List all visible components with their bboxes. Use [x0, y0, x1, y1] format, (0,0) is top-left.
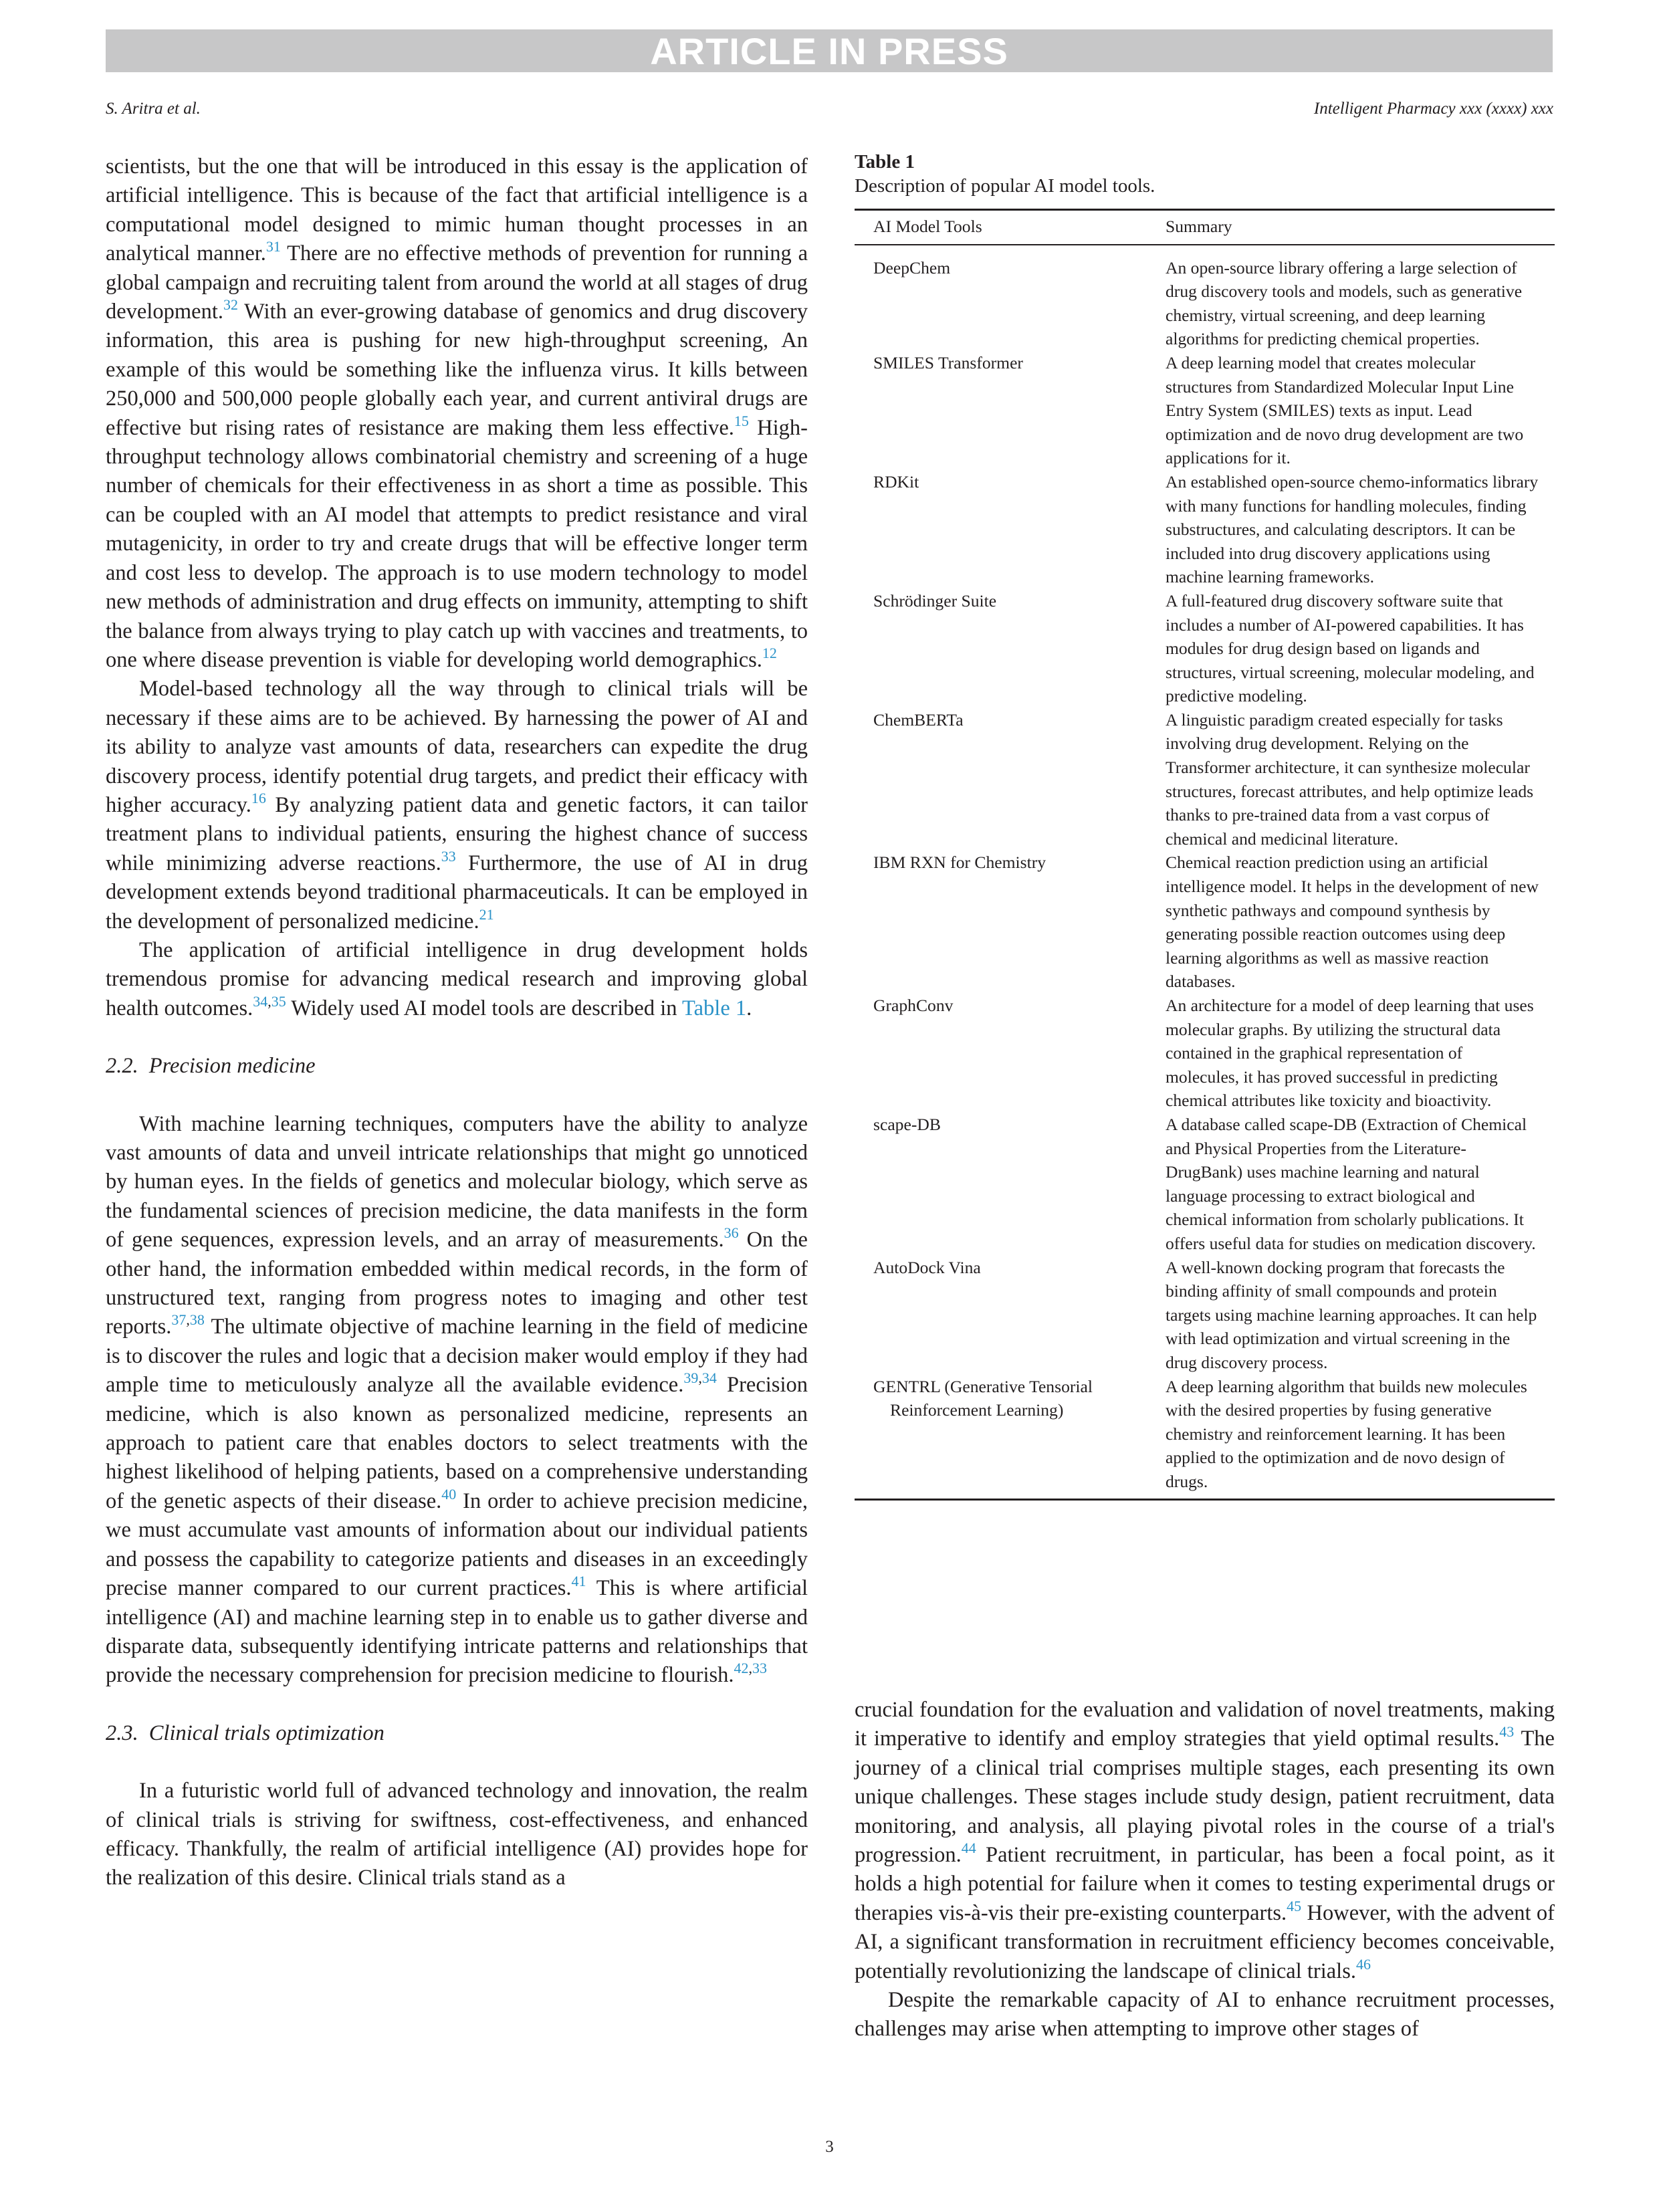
column-header-summary: Summary	[1166, 210, 1555, 245]
tool-summary: A well-known docking program that forecasts the binding affinity of small compounds and protein targets using machine learning approaches. It can help with lead optimization and virtual screening in the drug discovery process.	[1166, 1257, 1537, 1372]
table-row	[855, 994, 1555, 1113]
ai-tools-table	[855, 209, 1555, 1501]
tool-name: RDKit	[873, 471, 919, 491]
text-run: Precision medicine, which is also known as personalized medicine, represents an approach to patient care that enables doctors to select treatments with the highest likelihood of helping patients, based on a comprehensive understanding of the genetic aspects of their disease.	[106, 1373, 808, 1513]
body-paragraph	[106, 675, 808, 936]
text-run: By analyzing patient data and genetic factors, it can tailor treatment plans to individual patients, ensuring the highest chance of success while minimizing adverse reactions.	[106, 792, 808, 875]
tool-name: GraphConv	[873, 996, 954, 1015]
tool-name: scape-DB	[873, 1114, 941, 1134]
tool-summary: A deep learning algorithm that builds new molecules with the desired properties by fusing generative chemistry and reinforcement learning. It has been applied to the optimization and de novo design of drugs.	[1166, 1375, 1555, 1500]
text-run: The application of artificial intelligence in drug development holds tremendous promise for advancing medical research and improving global health outcomes.	[106, 937, 808, 1020]
table-row	[855, 851, 1555, 994]
body-paragraph	[855, 1986, 1555, 2044]
citation-link[interactable]: 32	[223, 296, 238, 314]
tool-name: AutoDock Vina	[873, 1257, 981, 1277]
table-row	[855, 589, 1555, 708]
tool-summary: An open-source library offering a large selection of drug discovery tools and models, such as generative chemistry, virtual screening, and deep learning algorithms for predicting chemical properties.	[1166, 257, 1523, 349]
text-run: Widely used AI model tools are described in	[286, 996, 683, 1020]
running-head-authors: S. Aritra et al.	[106, 100, 201, 118]
citation-separator: ,	[748, 1660, 753, 1677]
text-run: The journey of a clinical trial comprises multiple stages, each presenting its own unique challenges. These stages include study design, patient recruitment, data monitoring, and analysis, all playing pivotal roles in the course of a trial's progression.	[855, 1727, 1555, 1868]
table-row	[855, 1113, 1555, 1256]
table-row	[855, 245, 1555, 351]
citation-link[interactable]: 34	[253, 992, 268, 1010]
citation-link[interactable]: 39	[683, 1369, 699, 1387]
tool-name-cell	[855, 1256, 1166, 1375]
section-number: 2.3.	[106, 1721, 138, 1745]
tool-name-cell	[855, 1113, 1166, 1256]
tool-summary: An architecture for a model of deep learning that uses molecular graphs. By utilizing the structural data contained in the graphical representation of molecules, it has proved successful in predicting chemical attributes like toxicity and bioactivity.	[1166, 996, 1534, 1111]
text-run: crucial foundation for the evaluation and validation of novel treatments, making it imperative to identify and employ strategies that yield optimal results.	[855, 1698, 1555, 1751]
citation-link[interactable]: 42	[734, 1660, 749, 1677]
citation-link[interactable]: 33	[441, 847, 456, 865]
citation-link[interactable]: 35	[271, 992, 286, 1010]
tool-summary: A database called scape-DB (Extraction of Chemical and Physical Properties from the Literature-DrugBank) uses machine learning and natural language processing to extract biological and chemical information from scholarly publications. It offers useful data for studies on medication discovery.	[1166, 1114, 1536, 1253]
text-run: In order to achieve precision medicine, we must accumulate vast amounts of information about our individual patients and possess the capability to categorize patients and diseases in an exceedingly precise manner compared to our current practices.	[106, 1488, 808, 1601]
table-row	[855, 1256, 1555, 1375]
citation-link[interactable]: 31	[265, 238, 281, 255]
citation-link[interactable]: 45	[1287, 1897, 1302, 1914]
tool-name: IBM RXN for Chemistry	[873, 853, 1046, 873]
tool-name: SMILES Transformer	[873, 352, 1023, 372]
citation-link[interactable]: 36	[724, 1224, 739, 1242]
table-row	[855, 351, 1555, 470]
body-paragraph	[106, 152, 808, 675]
article-in-press-banner: ARTICLE IN PRESS	[106, 29, 1553, 72]
citation-link[interactable]: 16	[251, 789, 266, 806]
section-heading-2-3	[106, 1719, 808, 1748]
text-run: .	[746, 996, 752, 1020]
body-paragraph	[106, 1110, 808, 1690]
tool-name: Schrödinger Suite	[873, 590, 997, 611]
text-run: However, with the advent of AI, a significant transformation in recruitment efficiency becomes conceivable, potentially revolutionizing the landscape of clinical trials.	[855, 1900, 1555, 1983]
right-column	[855, 1696, 1555, 2044]
table-row	[855, 1375, 1555, 1500]
text-run: The ultimate objective of machine learning in the field of medicine is to discover the rules and logic that a decision maker would employ if they had ample time to meticulously analyze all the available evidence.	[106, 1315, 808, 1398]
table-1	[855, 150, 1555, 1501]
text-run: Patient recruitment, in particular, has been a focal point, as it holds a high potential for failure when it comes to testing experimental drugs or therapies vis-à-vis their pre-existing counterparts.	[855, 1843, 1555, 1925]
citation-separator: ,	[186, 1311, 190, 1329]
tool-name-cell	[855, 1375, 1166, 1500]
body-paragraph	[106, 1777, 808, 1893]
text-run: With machine learning techniques, computers have the ability to analyze vast amounts of data and unveil intricate relationships that might go unnoticed by human eyes. In the fields of genetics and molecular biology, which serve as the fundamental sciences of precision medicine, the data manifests in the form of gene sequences, expression levels, and an array of measurements.	[106, 1111, 808, 1252]
text-run: In a futuristic world full of advanced technology and innovation, the realm of clinical trials is striving for swiftness, cost-effectiveness, and enhanced efficacy. Thankfully, the realm of artificial intelligence (AI) provides hope for the realization of this desire. Clinical trials stand as a	[106, 1779, 808, 1890]
text-run: High-throughput technology allows combinatorial chemistry and screening of a huge number of chemicals for their effectiveness in as short a time as possible. This can be coupled with an AI model that attempts to predict resistance and viral mutagenicity, in order to try and create drugs that will be effective longer term and cost less to develop. The approach is to use modern technology to model new methods of administration and drug effects on immunity, attempting to shift the balance from always trying to play catch up with vaccines and treatments, to one where disease prevention is viable for developing world demographics.	[106, 415, 808, 672]
section-title: Clinical trials optimization	[148, 1721, 384, 1745]
text-run: This is where artificial intelligence (AI) and machine learning step in to enable us to gather diverse and disparate data, subsequently identifying intricate patterns and relationships that provide the necessary comprehension for precision medicine to flourish.	[106, 1576, 808, 1688]
tool-name-cell	[855, 851, 1166, 994]
table-row	[855, 470, 1555, 589]
tool-name: GENTRL (Generative Tensorial Reinforcement Learning)	[873, 1376, 1093, 1420]
text-run: Despite the remarkable capacity of AI to enhance recruitment processes, challenges may arise when attempting to improve other stages of	[855, 1988, 1555, 2041]
table-label: Table 1	[855, 151, 915, 173]
tool-summary: An established open-source chemo-informatics library with many functions for handling molecules, finding substructures, and calculating descriptors. It can be included into drug discovery applications using machine learning frameworks.	[1166, 471, 1539, 587]
table-reference-link[interactable]: Table 1	[682, 996, 747, 1020]
tool-summary: A full-featured drug discovery software suite that includes a number of AI-powered capabilities. It has modules for drug design based on ligands and structures, virtual screening, molecular modeling, and predictive modeling.	[1166, 590, 1535, 706]
citation-link[interactable]: 15	[734, 412, 749, 429]
citation-link[interactable]: 44	[961, 1840, 976, 1857]
tool-summary: Chemical reaction prediction using an artificial intelligence model. It helps in the development of new synthetic pathways and compound synthesis by generating possible reaction outcomes using deep learning algorithms as well as massive reaction databases.	[1166, 853, 1539, 992]
text-run: scientists, but the one that will be introduced in this essay is the application of artificial intelligence. This is because of the fact that artificial intelligence is a computational model designed to mimic human thought processes in an analytical manner.	[106, 154, 808, 266]
citation-link[interactable]: 37	[171, 1311, 187, 1329]
page-number: 3	[825, 2138, 834, 2156]
left-column	[106, 152, 808, 1893]
text-run: With an ever-growing database of genomics and drug discovery information, this area is pushing for new high-throughput screening, An example of this would be something like the influenza virus. It kills between 250,000 and 500,000 people globally each year, and current antiviral drugs are effective but rising rates of resistance are making them less effective.	[106, 300, 808, 440]
citation-link[interactable]: 41	[571, 1573, 586, 1590]
text-run: There are no effective methods of prevention for running a global campaign and recruiting talent from around the world at all stages of drug development.	[106, 241, 808, 324]
text-run: On the other hand, the information embedded within medical records, in the form of unstructured text, ranging from progress notes to imaging and other test reports.	[106, 1228, 808, 1339]
tool-name-cell	[855, 245, 1166, 351]
tool-name-cell	[855, 589, 1166, 708]
tool-summary: A linguistic paradigm created especially for tasks involving drug development. Relying on the Transformer architecture, it can synthesize molecular structures, forecast attributes, and help optimize leads thanks to pre-trained data from a vast corpus of chemical and medicinal literature.	[1166, 709, 1534, 849]
citation-link[interactable]: 40	[441, 1485, 457, 1503]
tool-summary: A deep learning model that creates molecular structures from Standardized Molecular Input Line Entry System (SMILES) texts as input. Lead optimization and de novo drug development are two applications for it.	[1166, 352, 1524, 468]
table-row	[855, 708, 1555, 851]
tool-name-cell	[855, 708, 1166, 851]
citation-link[interactable]: 46	[1355, 1955, 1371, 1973]
tool-name: ChemBERTa	[873, 709, 964, 730]
citation-link[interactable]: 12	[762, 644, 777, 661]
tool-name-cell	[855, 994, 1166, 1113]
tool-name-cell	[855, 470, 1166, 589]
citation-link[interactable]: 38	[189, 1311, 205, 1329]
tool-name-cell	[855, 351, 1166, 470]
table-caption: Description of popular AI model tools.	[855, 175, 1155, 197]
section-title: Precision medicine	[148, 1054, 316, 1079]
body-paragraph	[106, 936, 808, 1023]
citation-link[interactable]: 43	[1499, 1723, 1515, 1741]
column-header-tools: AI Model Tools	[855, 210, 1166, 245]
running-head-journal: Intelligent Pharmacy xxx (xxxx) xxx	[1313, 100, 1553, 118]
citation-link[interactable]: 34	[701, 1369, 717, 1387]
section-heading-2-2	[106, 1052, 808, 1081]
citation-link[interactable]: 21	[479, 905, 494, 923]
section-number: 2.2.	[106, 1054, 138, 1079]
text-run: Furthermore, the use of AI in drug development extends beyond traditional pharmaceuticals. It can be employed in the development of personalized medicine.	[106, 851, 808, 933]
body-paragraph	[855, 1696, 1555, 1986]
tool-name: DeepChem	[873, 257, 951, 278]
citation-separator: ,	[698, 1369, 702, 1387]
citation-separator: ,	[267, 992, 271, 1010]
citation-link[interactable]: 33	[752, 1660, 768, 1677]
text-run: Model-based technology all the way through to clinical trials will be necessary if these aims are to be achieved. By harnessing the power of AI and its ability to analyze vast amounts of data, researchers can expedite the drug discovery process, identify potential drug targets, and predict their efficacy with higher accuracy.	[106, 677, 808, 817]
